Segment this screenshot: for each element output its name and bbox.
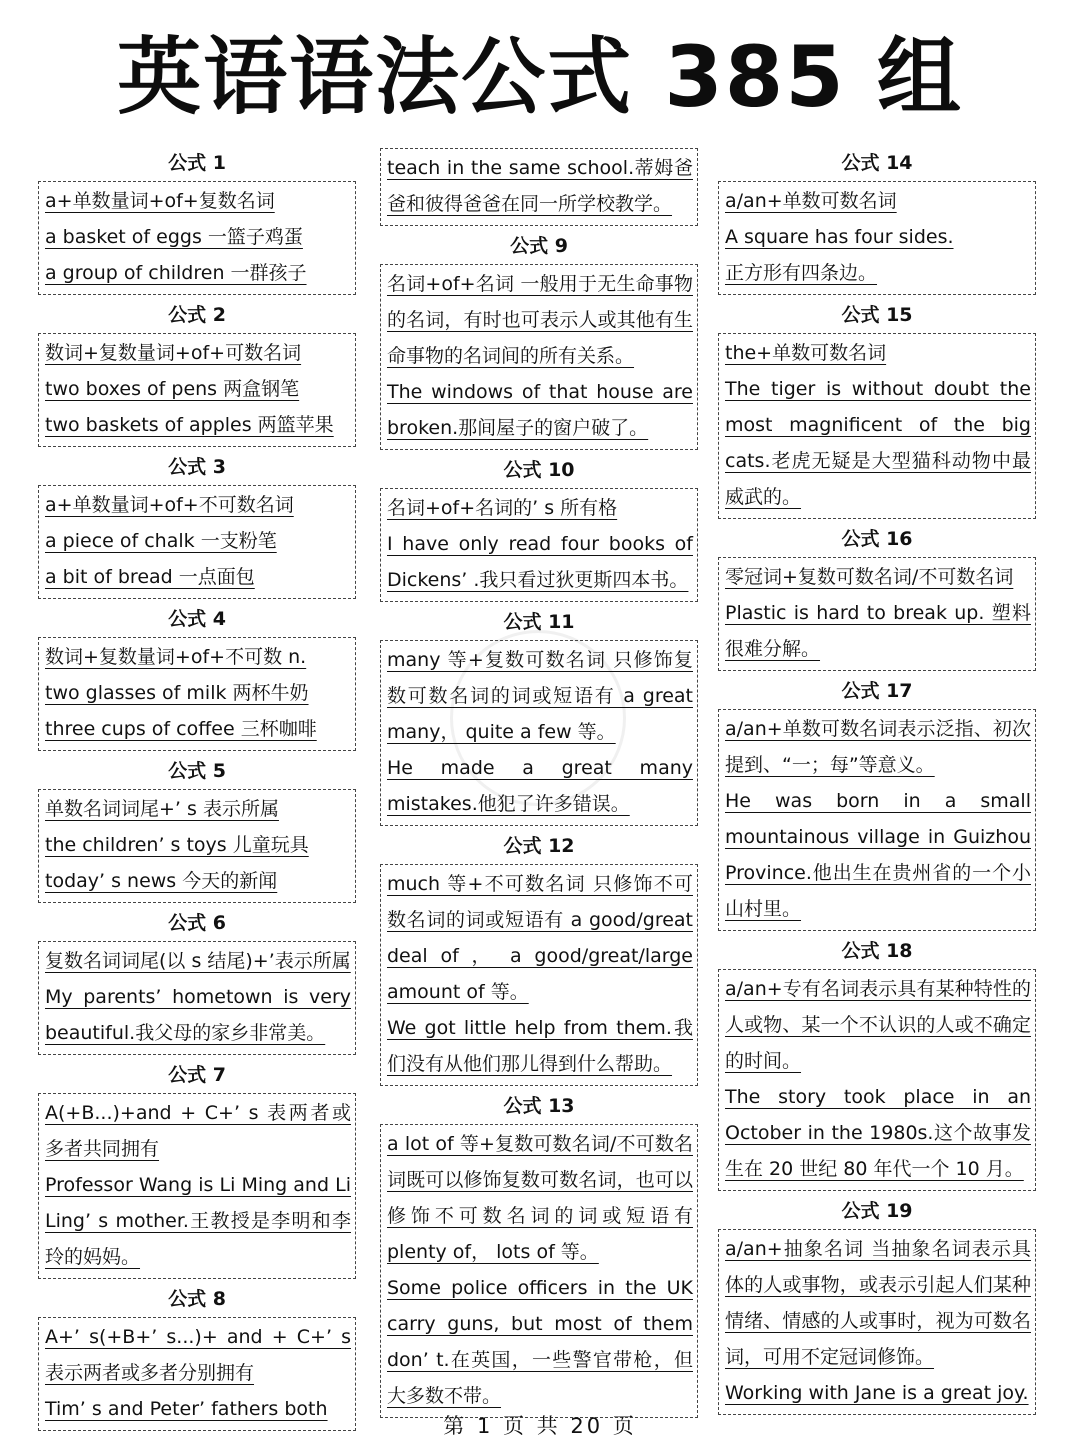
formula-text: a group of children 一群孩子 [45,262,307,284]
formula-text: The tiger is without doubt the most magnificent of the big cats.老虎无疑是大型猫科动物中最威武的。 [725,378,1031,508]
formula-box [38,181,356,295]
formula-text: Some police officers in the UK carry guns, but most of them don’ t.在英国，一些警官带枪，但大多数不带。 [387,1277,693,1407]
formula-box [38,789,356,903]
formula-text: 零冠词+复数可数名词/不可数名词 [725,566,1014,588]
formula-box [38,1093,356,1279]
formula-text: A square has four sides. [725,226,954,248]
formula-text: Tim’ s and Peter’ fathers both [45,1398,328,1420]
formula-text: A(+B...)+and + C+’ s 表两者或多者共同拥有 [45,1102,351,1160]
formula-text: the children’ s toys 儿童玩具 [45,834,309,856]
formula-text: Professor Wang is Li Ming and Li Ling’ s mother.王教授是李明和李玲的妈妈。 [45,1174,351,1268]
formula-box [718,333,1036,519]
formula-text: a+单数量词+of+不可数名词 [45,494,294,516]
formula-heading: 公式 9 [510,235,568,257]
formula-box [718,1229,1036,1415]
column-2 [380,148,698,1420]
formula-text: 正方形有四条边。 [725,262,878,284]
formula-heading: 公式 4 [168,608,226,630]
formula-text: We got little help from them.我们没有从他们那儿得到什么帮助。 [387,1017,693,1075]
formula-text: He made a great many mistakes.他犯了许多错误。 [387,757,693,815]
formula-text: 单数名词词尾+’ s 表示所属 [45,798,279,820]
formula-box [38,333,356,447]
formula-heading: 公式 19 [841,1200,913,1222]
formula-heading: 公式 12 [503,835,575,857]
formula-text: three cups of coffee 三杯咖啡 [45,718,317,740]
formula-heading: 公式 15 [841,304,913,326]
formula-text: the+单数可数名词 [725,342,887,364]
formula-text: Plastic is hard to break up. 塑料很难分解。 [725,602,1031,660]
formula-box [380,864,698,1086]
formula-text: two boxes of pens 两盒钢笔 [45,378,300,400]
formula-text: two glasses of milk 两杯牛奶 [45,682,309,704]
page-title: 英语语法公式 385 组 [117,28,963,126]
column-3 [718,145,1036,1417]
formula-text: much 等+不可数名词 只修饰不可数名词的词或短语有 a good/great deal of ， a good/great/large amount of 等。 [387,873,693,1003]
formula-box [38,637,356,751]
formula-box [380,640,698,826]
formula-text: a lot of 等+复数可数名词/不可数名词既可以修饰复数可数名词，也可以修饰不可数名词的词或短语有 plenty of， lots of 等。 [387,1133,693,1263]
formula-text: The windows of that house are broken.那间屋子的窗户破了。 [387,381,693,439]
formula-box [380,1124,698,1418]
formula-text: a/an+抽象名词 当抽象名词表示具体的人或事物，或表示引起人们某种情绪、情感的人或事时，视为可数名词，可用不定冠词修饰。 [725,1238,1031,1368]
formula-heading: 公式 18 [841,940,913,962]
formula-heading: 公式 7 [168,1064,226,1086]
formula-heading: 公式 17 [841,680,913,702]
formula-text: a basket of eggs 一篮子鸡蛋 [45,226,303,248]
formula-text: 数词+复数量词+of+不可数 n. [45,646,307,668]
formula-text: He was born in a small mountainous village in Guizhou Province.他出生在贵州省的一个小山村里。 [725,790,1031,920]
formula-text: My parents’ hometown is very beautiful.我父母的家乡非常美。 [45,986,351,1044]
formula-box [380,148,698,226]
formula-heading: 公式 5 [168,760,226,782]
formula-box [380,488,698,602]
formula-box [718,709,1036,931]
formula-box [718,181,1036,295]
formula-heading: 公式 6 [168,912,226,934]
formula-text: a bit of bread 一点面包 [45,566,255,588]
formula-heading: 公式 3 [168,456,226,478]
formula-text: a/an+专有名词表示具有某种特性的人或物、某一个不认识的人或不确定的时间。 [725,978,1031,1072]
column-1 [38,145,356,1433]
formula-box [380,264,698,450]
formula-text: 数词+复数量词+of+可数名词 [45,342,302,364]
formula-heading: 公式 8 [168,1288,226,1310]
formula-text: I have only read four books of Dickens’ .我只看过狄更斯四本书。 [387,533,693,591]
formula-text: a/an+单数可数名词表示泛指、初次提到、“一；每”等意义。 [725,718,1031,776]
formula-heading: 公式 14 [841,152,913,174]
formula-box [718,557,1036,671]
formula-text: two baskets of apples 两篮苹果 [45,414,334,436]
formula-heading: 公式 13 [503,1095,575,1117]
formula-heading: 公式 11 [503,611,575,633]
formula-text: a+单数量词+of+复数名词 [45,190,275,212]
formula-text: 名词+of+名词的’ s 所有格 [387,497,618,519]
formula-text: 名词+of+名词 一般用于无生命事物的名词，有时也可表示人或其他有生命事物的名词间的所有关系。 [387,273,693,367]
formula-box [38,485,356,599]
formula-text: Working with Jane is a great joy. [725,1382,1029,1404]
formula-text: many 等+复数可数名词 只修饰复数可数名词的词或短语有 a great many， quite a few 等。 [387,649,693,743]
formula-heading: 公式 1 [168,152,226,174]
formula-heading: 公式 16 [841,528,913,550]
formula-box [38,941,356,1055]
formula-text: teach in the same school.蒂姆爸爸和彼得爸爸在同一所学校教学。 [387,157,693,215]
formula-heading: 公式 10 [503,459,575,481]
formula-text: A+’ s(+B+’ s...)+ and + C+’ s 表示两者或多者分别拥有 [45,1326,351,1384]
page-footer: 第 1 页 共 20 页 [443,1414,637,1438]
formula-text: a/an+单数可数名词 [725,190,897,212]
formula-text: The story took place in an October in the 1980s.这个故事发生在 20 世纪 80 年代一个 10 月。 [725,1086,1031,1180]
formula-heading: 公式 2 [168,304,226,326]
formula-text: today’ s news 今天的新闻 [45,870,278,892]
formula-box [718,969,1036,1191]
formula-text: a piece of chalk 一支粉笔 [45,530,277,552]
formula-text: 复数名词词尾(以 s 结尾)+’表示所属 [45,950,351,972]
